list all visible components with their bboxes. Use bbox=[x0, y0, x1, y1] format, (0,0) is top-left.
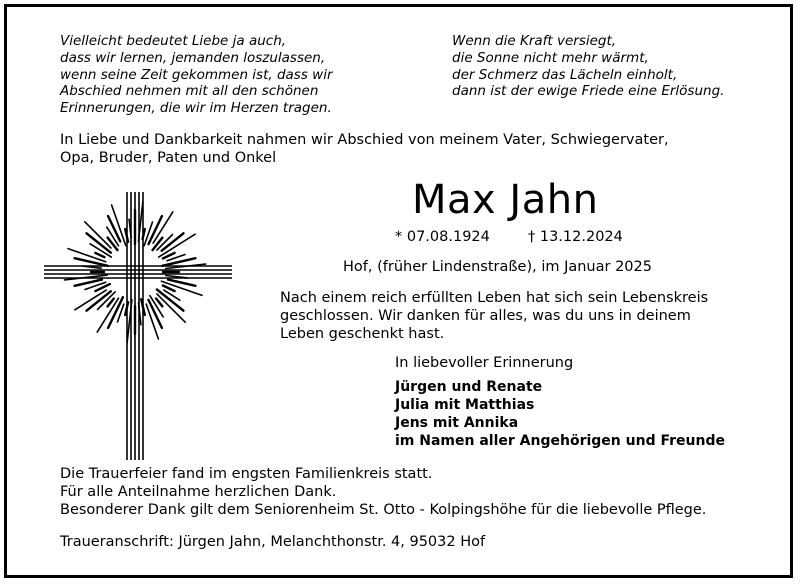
message-line: Nach einem reich erfüllten Leben hat sich sein Lebenskreis bbox=[280, 290, 709, 306]
mourner: Julia mit Matthias bbox=[395, 397, 535, 413]
poem-line: die Sonne nicht mehr wärmt, bbox=[452, 49, 649, 66]
note-line: Die Trauerfeier fand im engsten Familienkreis statt. bbox=[60, 466, 433, 482]
birth-date: * 07.08.1924 bbox=[395, 229, 490, 245]
poem-line: Abschied nehmen mit all den schönen bbox=[60, 83, 319, 100]
place-date: Hof, (früher Lindenstraße), im Januar 2025 bbox=[343, 259, 652, 275]
note-line: Für alle Anteilnahme herzlichen Dank. bbox=[60, 484, 337, 500]
intro-line: Opa, Bruder, Paten und Onkel bbox=[60, 150, 277, 166]
message-line: Leben geschenkt hast. bbox=[280, 326, 445, 342]
cross-with-sun-rays-icon bbox=[36, 188, 236, 463]
intro-line: In Liebe und Dankbarkeit nahmen wir Abschied von meinem Vater, Schwiegervater, bbox=[60, 132, 669, 148]
message-text bbox=[280, 289, 708, 343]
note-line: Besonderer Dank gilt dem Seniorenheim St. Otto - Kolpingshöhe für die liebevolle Pflege. bbox=[60, 502, 707, 518]
poem-line: der Schmerz das Lächeln einholt, bbox=[452, 66, 678, 83]
deceased-name: Max Jahn bbox=[412, 177, 599, 223]
poem-line: Vielleicht bedeutet Liebe ja auch, bbox=[60, 33, 287, 49]
notes bbox=[60, 465, 706, 519]
poem-left bbox=[60, 33, 333, 117]
sun-ray bbox=[164, 290, 180, 300]
poem-line: Erinnerungen, die wir im Herzen tragen. bbox=[60, 100, 332, 117]
mourners-list bbox=[395, 378, 725, 450]
intro-text bbox=[60, 131, 669, 167]
message-line: geschlossen. Wir danken für alles, was du uns in deinem bbox=[280, 308, 691, 324]
sun-ray bbox=[95, 253, 104, 257]
poem-right bbox=[452, 33, 724, 100]
poem-line: dann ist der ewige Friede eine Erlösung. bbox=[452, 83, 725, 100]
death-date: † 13.12.2024 bbox=[528, 229, 623, 245]
poem-line: Wenn die Kraft versiegt, bbox=[452, 33, 617, 49]
memory-heading: In liebevoller Erinnerung bbox=[395, 355, 574, 371]
sun-ray bbox=[162, 258, 195, 266]
poem-line: wenn seine Zeit gekommen ist, dass wir bbox=[60, 66, 333, 83]
funeral-address: Traueranschrift: Jürgen Jahn, Melanchthonstr. 4, 95032 Hof bbox=[60, 534, 486, 550]
sun-ray bbox=[153, 238, 163, 251]
sun-ray bbox=[108, 238, 118, 251]
sun-ray bbox=[108, 299, 114, 307]
sun-ray bbox=[156, 299, 162, 307]
sun-ray bbox=[75, 258, 108, 266]
mourner: Jürgen und Renate bbox=[395, 379, 543, 395]
mourner: Jens mit Annika bbox=[395, 415, 519, 431]
poem-line: dass wir lernen, jemanden loszulassen, bbox=[60, 49, 326, 66]
mourner: im Namen aller Angehörigen und Freunde bbox=[395, 433, 725, 449]
